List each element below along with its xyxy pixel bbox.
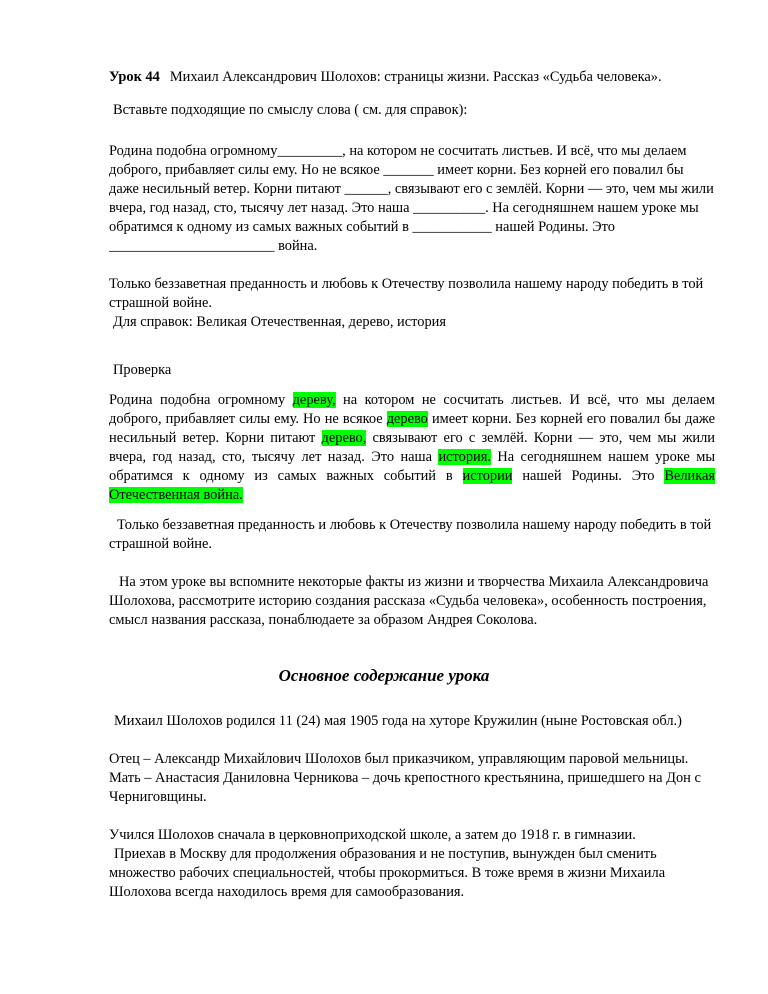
highlight-answer: Великая Отечественная война. [109, 468, 715, 503]
highlight-answer: дерево [386, 411, 428, 427]
check-segment: на котором не сосчитать листьев. И всё, что мы делаем доброго, прибавляет силы ему. Но не всякое [109, 392, 716, 427]
task-conclusion: Только беззаветная преданность и любовь к Отечеству позволила нашему народу победить в той страшной войне. [109, 276, 704, 311]
check-segment: Родина подобна огромному [109, 392, 293, 408]
check-conclusion: Только беззаветная преданность и любовь к Отечеству позволила нашему народу победить в той страшной войне. [109, 517, 712, 552]
highlight-answer: дерево, [321, 430, 367, 446]
highlight-answer: история. [438, 449, 491, 465]
bio-born: Михаил Шолохов родился 11 (24) мая 1905 года на хуторе Кружилин (ныне Ростовская обл.) [114, 713, 682, 729]
lesson-number: Урок 44 [109, 69, 160, 85]
bio-study: Учился Шолохов сначала в церковноприходской школе, а затем до 1918 г. в гимназии. [109, 827, 636, 843]
check-segment: На сегодняшнем нашем уроке мы обратимся к одному из самых важных событий в [109, 449, 716, 484]
check-label: Проверка [113, 362, 172, 378]
check-segment: нашей Родины. Это [512, 468, 665, 484]
check-text [109, 391, 715, 505]
bio-moscow: Приехав в Москву для продолжения образования и не поступив, вынужден был сменить множество рабочих специальностей, чтобы прокормиться. В тоже время в жизни Михаила Шолохова всегда находилось время для самообразования. [109, 846, 666, 900]
lesson-title-line [109, 68, 715, 87]
check-segment: связывают его с землёй. Корни — это, чем мы жили вчера, год назад, сто, тысячу лет назад. Это наша [109, 430, 715, 465]
task-instruction: Вставьте подходящие по смыслу слова ( см. для справок): [113, 102, 468, 118]
check-segment: имеет корни. Без корней его повалил бы даже несильный ветер. Корни питают [109, 411, 715, 446]
highlight-answer: истории [462, 468, 513, 484]
task-hint: Для справок: Великая Отечественная, дерево, история [113, 314, 446, 330]
highlight-answer: дереву, [292, 392, 336, 408]
bio-parents: Отец – Александр Михайлович Шолохов был приказчиком, управляющим паровой мельницы. Мать – Анастасия Даниловна Черникова – дочь крепостного крестьянина, пришедшего на Дон с Черниговщины. [109, 751, 701, 805]
section-heading: Основное содержание урока [278, 666, 490, 685]
task-text: Родина подобна огромному_________, на котором не сосчитать листьев. И всё, что мы делаем доброго, прибавляет силы ему. Но не всякое _______ имеет корни. Без корней его повалил бы даже несильный ветер. Корни питают ______, связывают его с землёй. Корни — это, чем мы жили вчера, год назад, сто, тысячу лет назад. Это наша __________. На сегодняшнем нашем уроке мы обратимся к одному из самых важных событий в ___________ нашей Родины. Это _______________________ война. [109, 143, 714, 254]
lesson-title: Михаил Александрович Шолохов: страницы жизни. Рассказ «Судьба человека». [169, 69, 662, 85]
lesson-intro: На этом уроке вы вспомните некоторые факты из жизни и творчества Михаила Александровича Шолохова, рассмотрите историю создания рассказа «Судьба человека», особенность построения, смысл названия рассказа, понаблюдаете за образом Андрея Соколова. [109, 574, 709, 628]
